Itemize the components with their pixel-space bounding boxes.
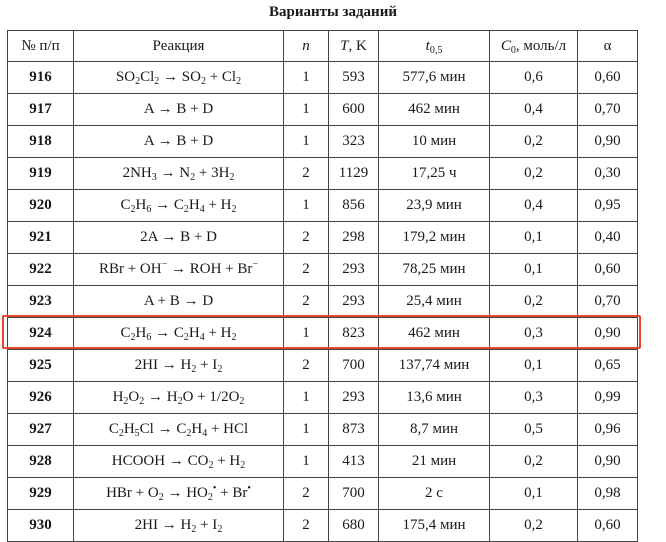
row-t: 175,4 мин [379,510,490,542]
row-C: 0,1 [490,350,578,382]
row-n: 1 [284,126,329,158]
row-number: 920 [8,190,74,222]
row-alpha: 0,70 [578,286,638,318]
row-C: 0,2 [490,286,578,318]
row-n: 2 [284,222,329,254]
row-t: 462 мин [379,94,490,126]
row-n: 1 [284,190,329,222]
row-number: 927 [8,414,74,446]
header-num: № п/п [8,31,74,62]
row-T: 680 [329,510,379,542]
row-C: 0,1 [490,254,578,286]
row-T: 1129 [329,158,379,190]
row-C: 0,3 [490,382,578,414]
row-C: 0,1 [490,222,578,254]
row-n: 2 [284,478,329,510]
row-t: 10 мин [379,126,490,158]
row-t: 25,4 мин [379,286,490,318]
row-number: 924 [8,318,74,350]
header-order: n [284,31,329,62]
row-number: 929 [8,478,74,510]
row-n: 2 [284,286,329,318]
row-t: 78,25 мин [379,254,490,286]
row-n: 1 [284,94,329,126]
row-n: 2 [284,158,329,190]
row-n: 2 [284,350,329,382]
row-alpha: 0,99 [578,382,638,414]
row-T: 700 [329,478,379,510]
table-row [8,510,638,542]
row-C: 0,5 [490,414,578,446]
row-T: 823 [329,318,379,350]
row-alpha: 0,30 [578,158,638,190]
row-alpha: 0,70 [578,94,638,126]
row-alpha: 0,90 [578,126,638,158]
row-T: 293 [329,382,379,414]
row-alpha: 0,60 [578,510,638,542]
row-number: 917 [8,94,74,126]
row-reaction: $H_2O_2 \to H_2O + 1/2O_2$ [74,382,284,414]
row-n: 1 [284,414,329,446]
row-number: 928 [8,446,74,478]
row-reaction: $2NH_3 \to N_2 + 3H_2$ [74,158,284,190]
row-reaction: $SO_2Cl_2 \to SO_2 + Cl_2$ [74,62,284,94]
tasks-table [7,30,638,542]
row-C: 0,2 [490,158,578,190]
row-number: 922 [8,254,74,286]
row-reaction: HCOOH → $CO_2 + H_2$ [74,446,284,478]
table-row [8,414,638,446]
row-T: 293 [329,254,379,286]
row-alpha: 0,40 [578,222,638,254]
row-T: 873 [329,414,379,446]
row-C: 0,2 [490,446,578,478]
table-row [8,286,638,318]
row-t: 23,9 мин [379,190,490,222]
row-C: 0,1 [490,478,578,510]
row-number: 925 [8,350,74,382]
table-row [8,350,638,382]
row-reaction: $C_2H_5Cl \to C_2H_4$ + HCl [74,414,284,446]
row-reaction: HBr + $O_2 \to HO_2^• + Br^•$ [74,478,284,510]
row-T: 323 [329,126,379,158]
row-alpha: 0,96 [578,414,638,446]
header-concentration: $C_0$, моль/л [490,31,578,62]
table-row [8,382,638,414]
row-number: 918 [8,126,74,158]
row-n: 1 [284,318,329,350]
row-C: 0,2 [490,126,578,158]
row-n: 2 [284,510,329,542]
row-T: 413 [329,446,379,478]
row-t: 21 мин [379,446,490,478]
row-reaction: $2HI \to H_2 + I_2$ [74,350,284,382]
table-row [8,126,638,158]
row-number: 916 [8,62,74,94]
row-reaction: A + B → D [74,286,284,318]
row-alpha: 0,60 [578,254,638,286]
row-C: 0,2 [490,510,578,542]
row-T: 700 [329,350,379,382]
table-row [8,318,638,350]
table-row [8,478,638,510]
row-T: 293 [329,286,379,318]
row-number: 921 [8,222,74,254]
row-n: 1 [284,446,329,478]
table-row [8,222,638,254]
row-t: 17,25 ч [379,158,490,190]
row-reaction: $C_2H_6 \to C_2H_4 + H_2$ [74,190,284,222]
row-number: 926 [8,382,74,414]
row-n: 1 [284,382,329,414]
table-row [8,94,638,126]
header-alpha: α [578,31,638,62]
table-row [8,254,638,286]
header-row [8,31,638,62]
table-row [8,62,638,94]
row-reaction: A → B + D [74,126,284,158]
row-number: 923 [8,286,74,318]
row-alpha: 0,95 [578,190,638,222]
row-C: 0,3 [490,318,578,350]
row-n: 1 [284,62,329,94]
row-t: 577,6 мин [379,62,490,94]
row-alpha: 0,65 [578,350,638,382]
row-C: 0,6 [490,62,578,94]
table-row [8,158,638,190]
row-reaction: RBr + OH− → ROH + Br− [74,254,284,286]
row-n: 2 [284,254,329,286]
row-t: 137,74 мин [379,350,490,382]
row-C: 0,4 [490,94,578,126]
row-T: 298 [329,222,379,254]
header-reaction: Реакция [74,31,284,62]
row-t: 2 с [379,478,490,510]
row-reaction: $C_2H_6 \to C_2H_4 + H_2$ [74,318,284,350]
row-t: 13,6 мин [379,382,490,414]
row-t: 8,7 мин [379,414,490,446]
row-alpha: 0,90 [578,318,638,350]
page-title: Варианты заданий [268,4,397,20]
row-t: 462 мин [379,318,490,350]
row-alpha: 0,90 [578,446,638,478]
row-alpha: 0,98 [578,478,638,510]
row-number: 930 [8,510,74,542]
row-number: 919 [8,158,74,190]
row-T: 600 [329,94,379,126]
row-T: 593 [329,62,379,94]
row-reaction: $2HI \to H_2 + I_2$ [74,510,284,542]
table-row [8,190,638,222]
row-T: 856 [329,190,379,222]
header-temperature: T, K [329,31,379,62]
row-reaction: 2A → B + D [74,222,284,254]
row-C: 0,4 [490,190,578,222]
row-t: 179,2 мин [379,222,490,254]
row-reaction: A → B + D [74,94,284,126]
table-row [8,446,638,478]
header-half-life: $t_{0,5}$ [379,31,490,62]
row-alpha: 0,60 [578,62,638,94]
